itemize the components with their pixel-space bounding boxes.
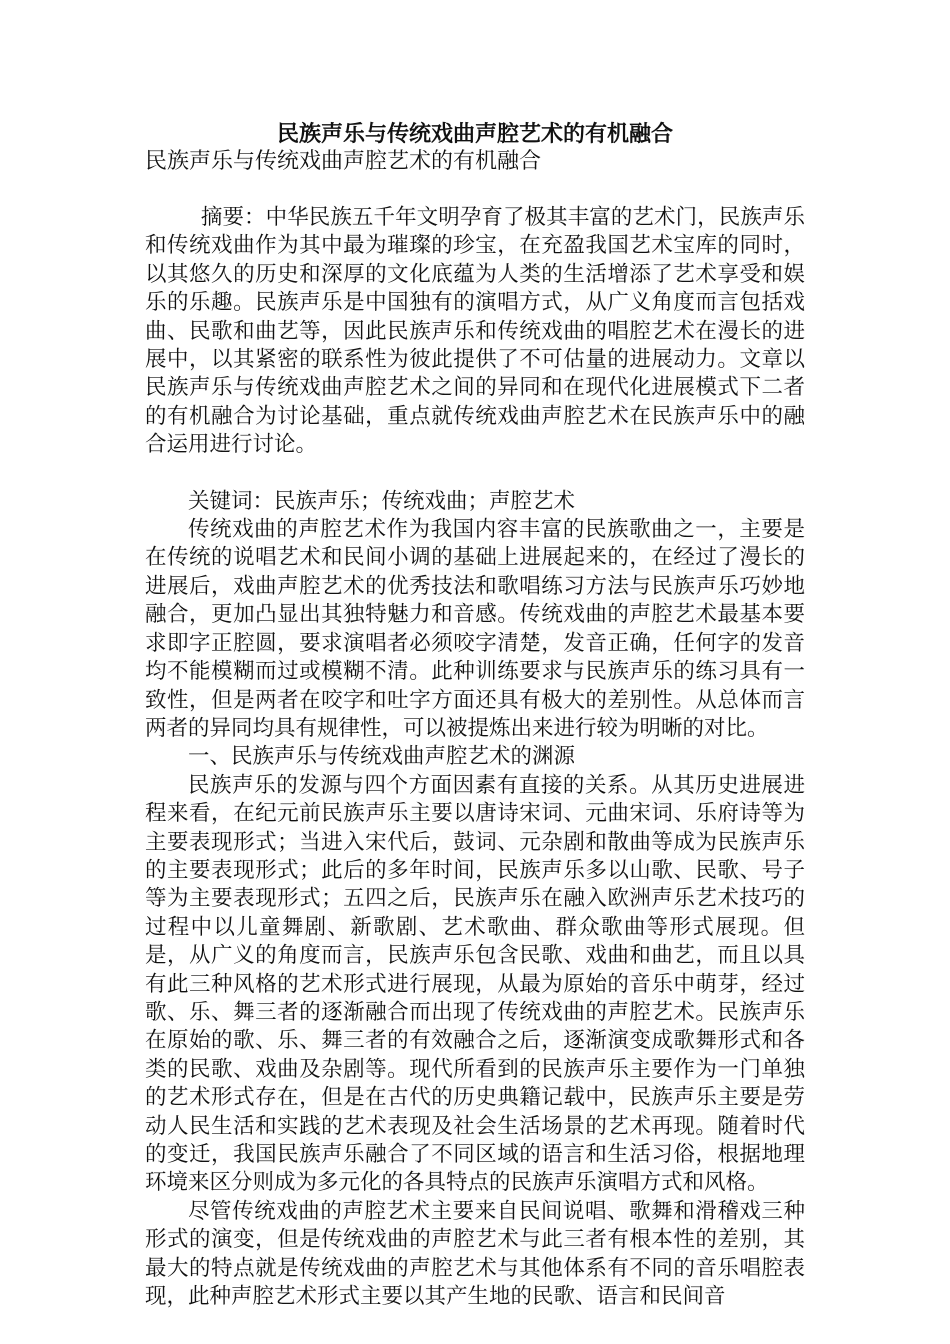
document-page [145,120,805,1311]
body-paragraph-2: 民族声乐的发源与四个方面因素有直接的关系。从其历史进展进程来看，在纪元前民族声乐主要以唐诗宋词、元曲宋词、乐府诗等为主要表现形式；当进入宋代后，鼓词、元杂剧和散曲等成为民族声乐的主要表现形式；此后的多年时间，民族声乐多以山歌、民歌、号子等为主要表现形式；五四之后，民族声乐在融入欧洲声乐艺术技巧的过程中以儿童舞剧、新歌剧、艺术歌曲、群众歌曲等形式展现。但是，从广义的角度而言，民族声乐包含民歌、戏曲和曲艺，而且以具有此三种风格的艺术形式进行展现，从最为原始的音乐中萌芽，经过歌、乐、舞三者的逐渐融合而出现了传统戏曲的声腔艺术。民族声乐在原始的歌、乐、舞三者的有效融合之后，逐渐演变成歌舞形式和各类的民歌、戏曲及杂剧等。现代所看到的民族声乐主要作为一门单独的艺术形式存在，但是在古代的历史典籍记载中，民族声乐主要是劳动人民生活和实践的艺术表现及社会生活场景的艺术再现。随着时代的变迁，我国民族声乐融合了不同区域的语言和生活习俗，根据地理环境来区分则成为多元化的各具特点的民族声乐演唱方式和风格。 [145,772,805,1196]
document-title: 民族声乐与传统戏曲声腔艺术的有机融合 [276,121,673,147]
keywords-line: 关键词：民族声乐；传统戏曲；声腔艺术 [188,488,576,514]
blank-line [145,460,805,488]
section-heading-1: 一、民族声乐与传统戏曲声腔艺术的渊源 [188,744,576,770]
document-subtitle: 民族声乐与传统戏曲声腔艺术的有机融合 [145,149,542,174]
blank-line [145,176,805,204]
body-paragraph-1: 传统戏曲的声腔艺术作为我国内容丰富的民族歌曲之一，主要是在传统的说唱艺术和民间小调的基础上进展起来的，在经过了漫长的进展后，戏曲声腔艺术的优秀技法和歌唱练习方法与民族声乐巧妙地融合，更加凸显出其独特魅力和音感。传统戏曲的声腔艺术最基本要求即字正腔圆，要求演唱者必须咬字清楚，发音正确，任何字的发音均不能模糊而过或模糊不清。此种训练要求与民族声乐的练习具有一致性，但是两者在咬字和吐字方面还具有极大的差别性。从总体而言两者的异同均具有规律性，可以被提炼出来进行较为明晰的对比。 [145,517,805,741]
abstract-paragraph: 摘要：中华民族五千年文明孕育了极其丰富的艺术门，民族声乐和传统戏曲作为其中最为璀璨的珍宝，在充盈我国艺术宝库的同时，以其悠久的历史和深厚的文化底蕴为人类的生活增添了艺术享受和娱乐的乐趣。民族声乐是中国独有的演唱方式，从广义角度而言包括戏曲、民歌和曲艺等，因此民族声乐和传统戏曲的唱腔艺术在漫长的进展中，以其紧密的联系性为彼此提供了不可估量的进展动力。文章以民族声乐与传统戏曲声腔艺术之间的异同和在现代化进展模式下二者的有机融合为讨论基础，重点就传统戏曲声腔艺术在民族声乐中的融合运用进行讨论。 [145,205,805,458]
body-paragraph-3: 尽管传统戏曲的声腔艺术主要来自民间说唱、歌舞和滑稽戏三种形式的演变，但是传统戏曲的声腔艺术与此三者有根本性的差别，其最大的特点就是传统戏曲的声腔艺术与其他体系有不同的音乐唱腔表现，此种声腔艺术形式主要以其产生地的民歌、语言和民间音 [145,1198,805,1310]
